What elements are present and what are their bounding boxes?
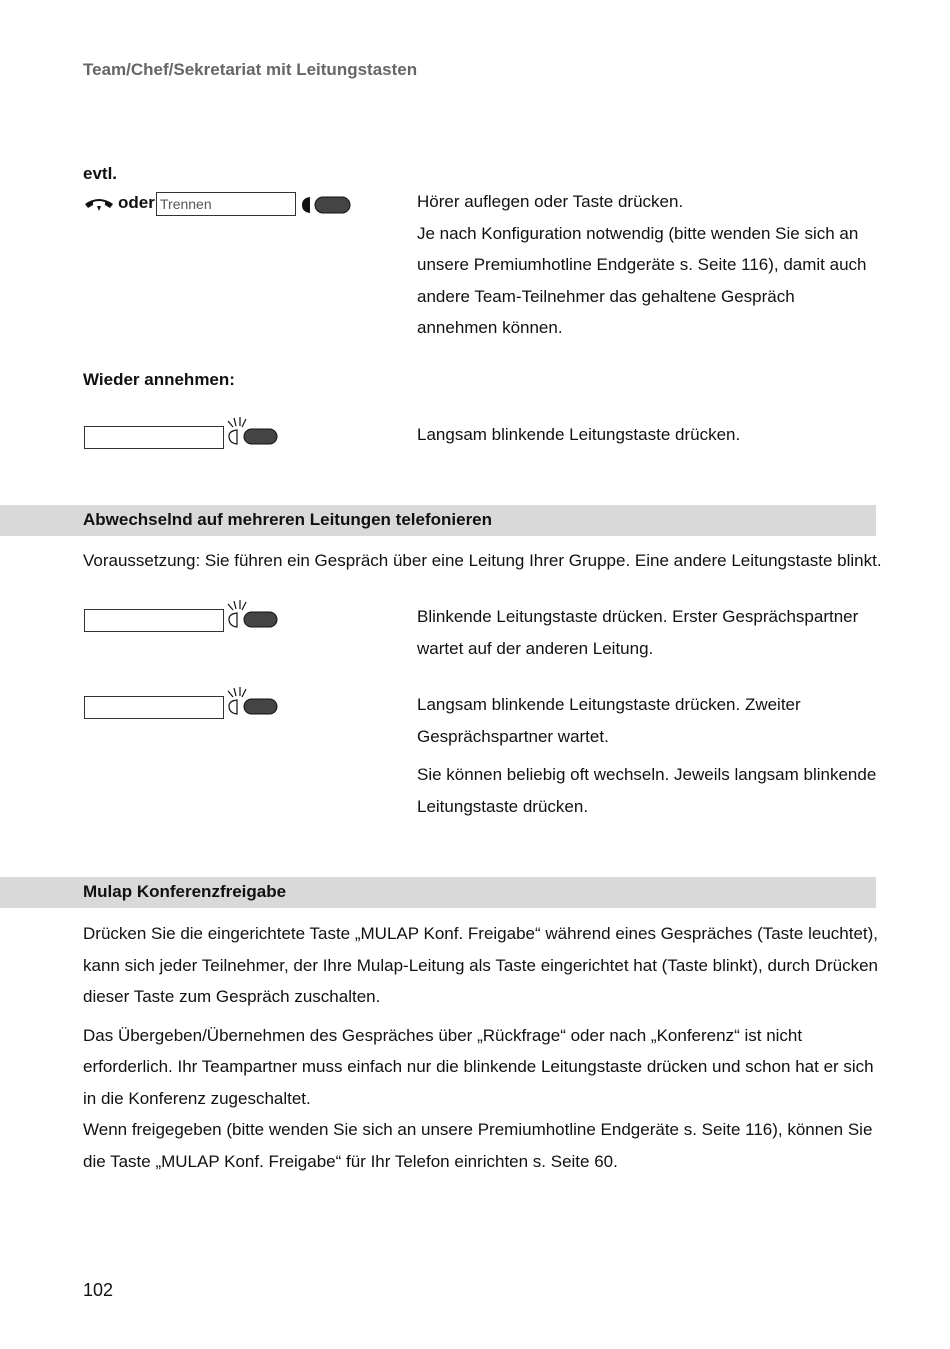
- mulap-paragraph-1: Drücken Sie die eingerichtete Taste „MULAP Konf. Freigabe“ während eines Gespräches (Taste leuchtet), kann sich jeder Teilnehmer, der Ihre Mulap-Leitung als Taste eingerichtet hat (Taste blinkt), durch Drücken dieser Taste zum Gespräch zuschalten.: [83, 924, 879, 1006]
- line-key-field-1[interactable]: [84, 609, 224, 632]
- mulap-paragraph-2: Das Übergeben/Übernehmen des Gespräches über „Rückfrage“ oder nach „Konferenz“ ist nicht erforderlich. Ihr Teampartner muss einfach nur die blinkende Leitungstaste drücken und schon hat er sich in die Konferenz zugeschaltet.: [83, 1025, 874, 1108]
- section-title-abwechselnd: Abwechselnd auf mehreren Leitungen telefonieren: [83, 510, 493, 529]
- line-key-field-2[interactable]: [84, 696, 224, 719]
- blinking-line-key-icon-2[interactable]: [222, 686, 280, 720]
- step1-text: Blinkende Leitungstaste drücken. Erster Gesprächspartner wartet auf der anderen Leitung.: [417, 607, 859, 658]
- step2-note: Sie können beliebig oft wechseln. Jeweils langsam blinkende Leitungstaste drücken.: [417, 765, 877, 816]
- wieder-step-text: Langsam blinkende Leitungstaste drücken.: [417, 425, 741, 444]
- hoerer-instruction-detail: Je nach Konfiguration notwendig (bitte wenden Sie sich an unsere Premiumhotline Endgeräte s. Seite 116), damit auch andere Team-Teilnehmer das gehaltene Gespräch annehmen können.: [417, 223, 867, 337]
- running-header: Team/Chef/Sekretariat mit Leitungstasten: [83, 60, 418, 79]
- hoerer-instruction: [417, 186, 877, 344]
- mulap-body: [83, 918, 878, 1177]
- blinking-line-key-icon-1[interactable]: [222, 599, 280, 633]
- voraussetzung-line: [83, 551, 883, 571]
- evtl-label: evtl.: [83, 164, 118, 183]
- step2-text: Langsam blinkende Leitungstaste drücken. Zweiter Gesprächspartner wartet.: [417, 695, 801, 746]
- blinking-line-key-icon[interactable]: [222, 416, 280, 450]
- trennen-key-field[interactable]: Trennen: [156, 192, 296, 216]
- oder-label: oder: [118, 193, 155, 212]
- mulap-paragraph-3: Wenn freigegeben (bitte wenden Sie sich an unsere Premiumhotline Endgeräte s. Seite 116), können Sie die Taste „MULAP Konf. Freigabe“ für Ihr Telefon einrichten s. Seite 60.: [83, 1120, 873, 1171]
- handset-hangup-icon: [83, 196, 115, 214]
- section-band-mulap: [0, 877, 876, 908]
- section-band-abwechselnd: [0, 505, 876, 536]
- key-press-icon[interactable]: [300, 195, 352, 215]
- voraussetzung-label: Voraussetzung:: [83, 551, 201, 570]
- section-title-mulap: Mulap Konferenzfreigabe: [83, 882, 287, 901]
- voraussetzung-text: Sie führen ein Gespräch über eine Leitung Ihrer Gruppe. Eine andere Leitungstaste blinkt.: [200, 551, 882, 570]
- hoerer-instruction-line1: Hörer auflegen oder Taste drücken.: [417, 192, 684, 211]
- wieder-annehmen-heading: Wieder annehmen:: [83, 370, 235, 389]
- page-number: 102: [83, 1280, 114, 1300]
- line-key-field[interactable]: [84, 426, 224, 449]
